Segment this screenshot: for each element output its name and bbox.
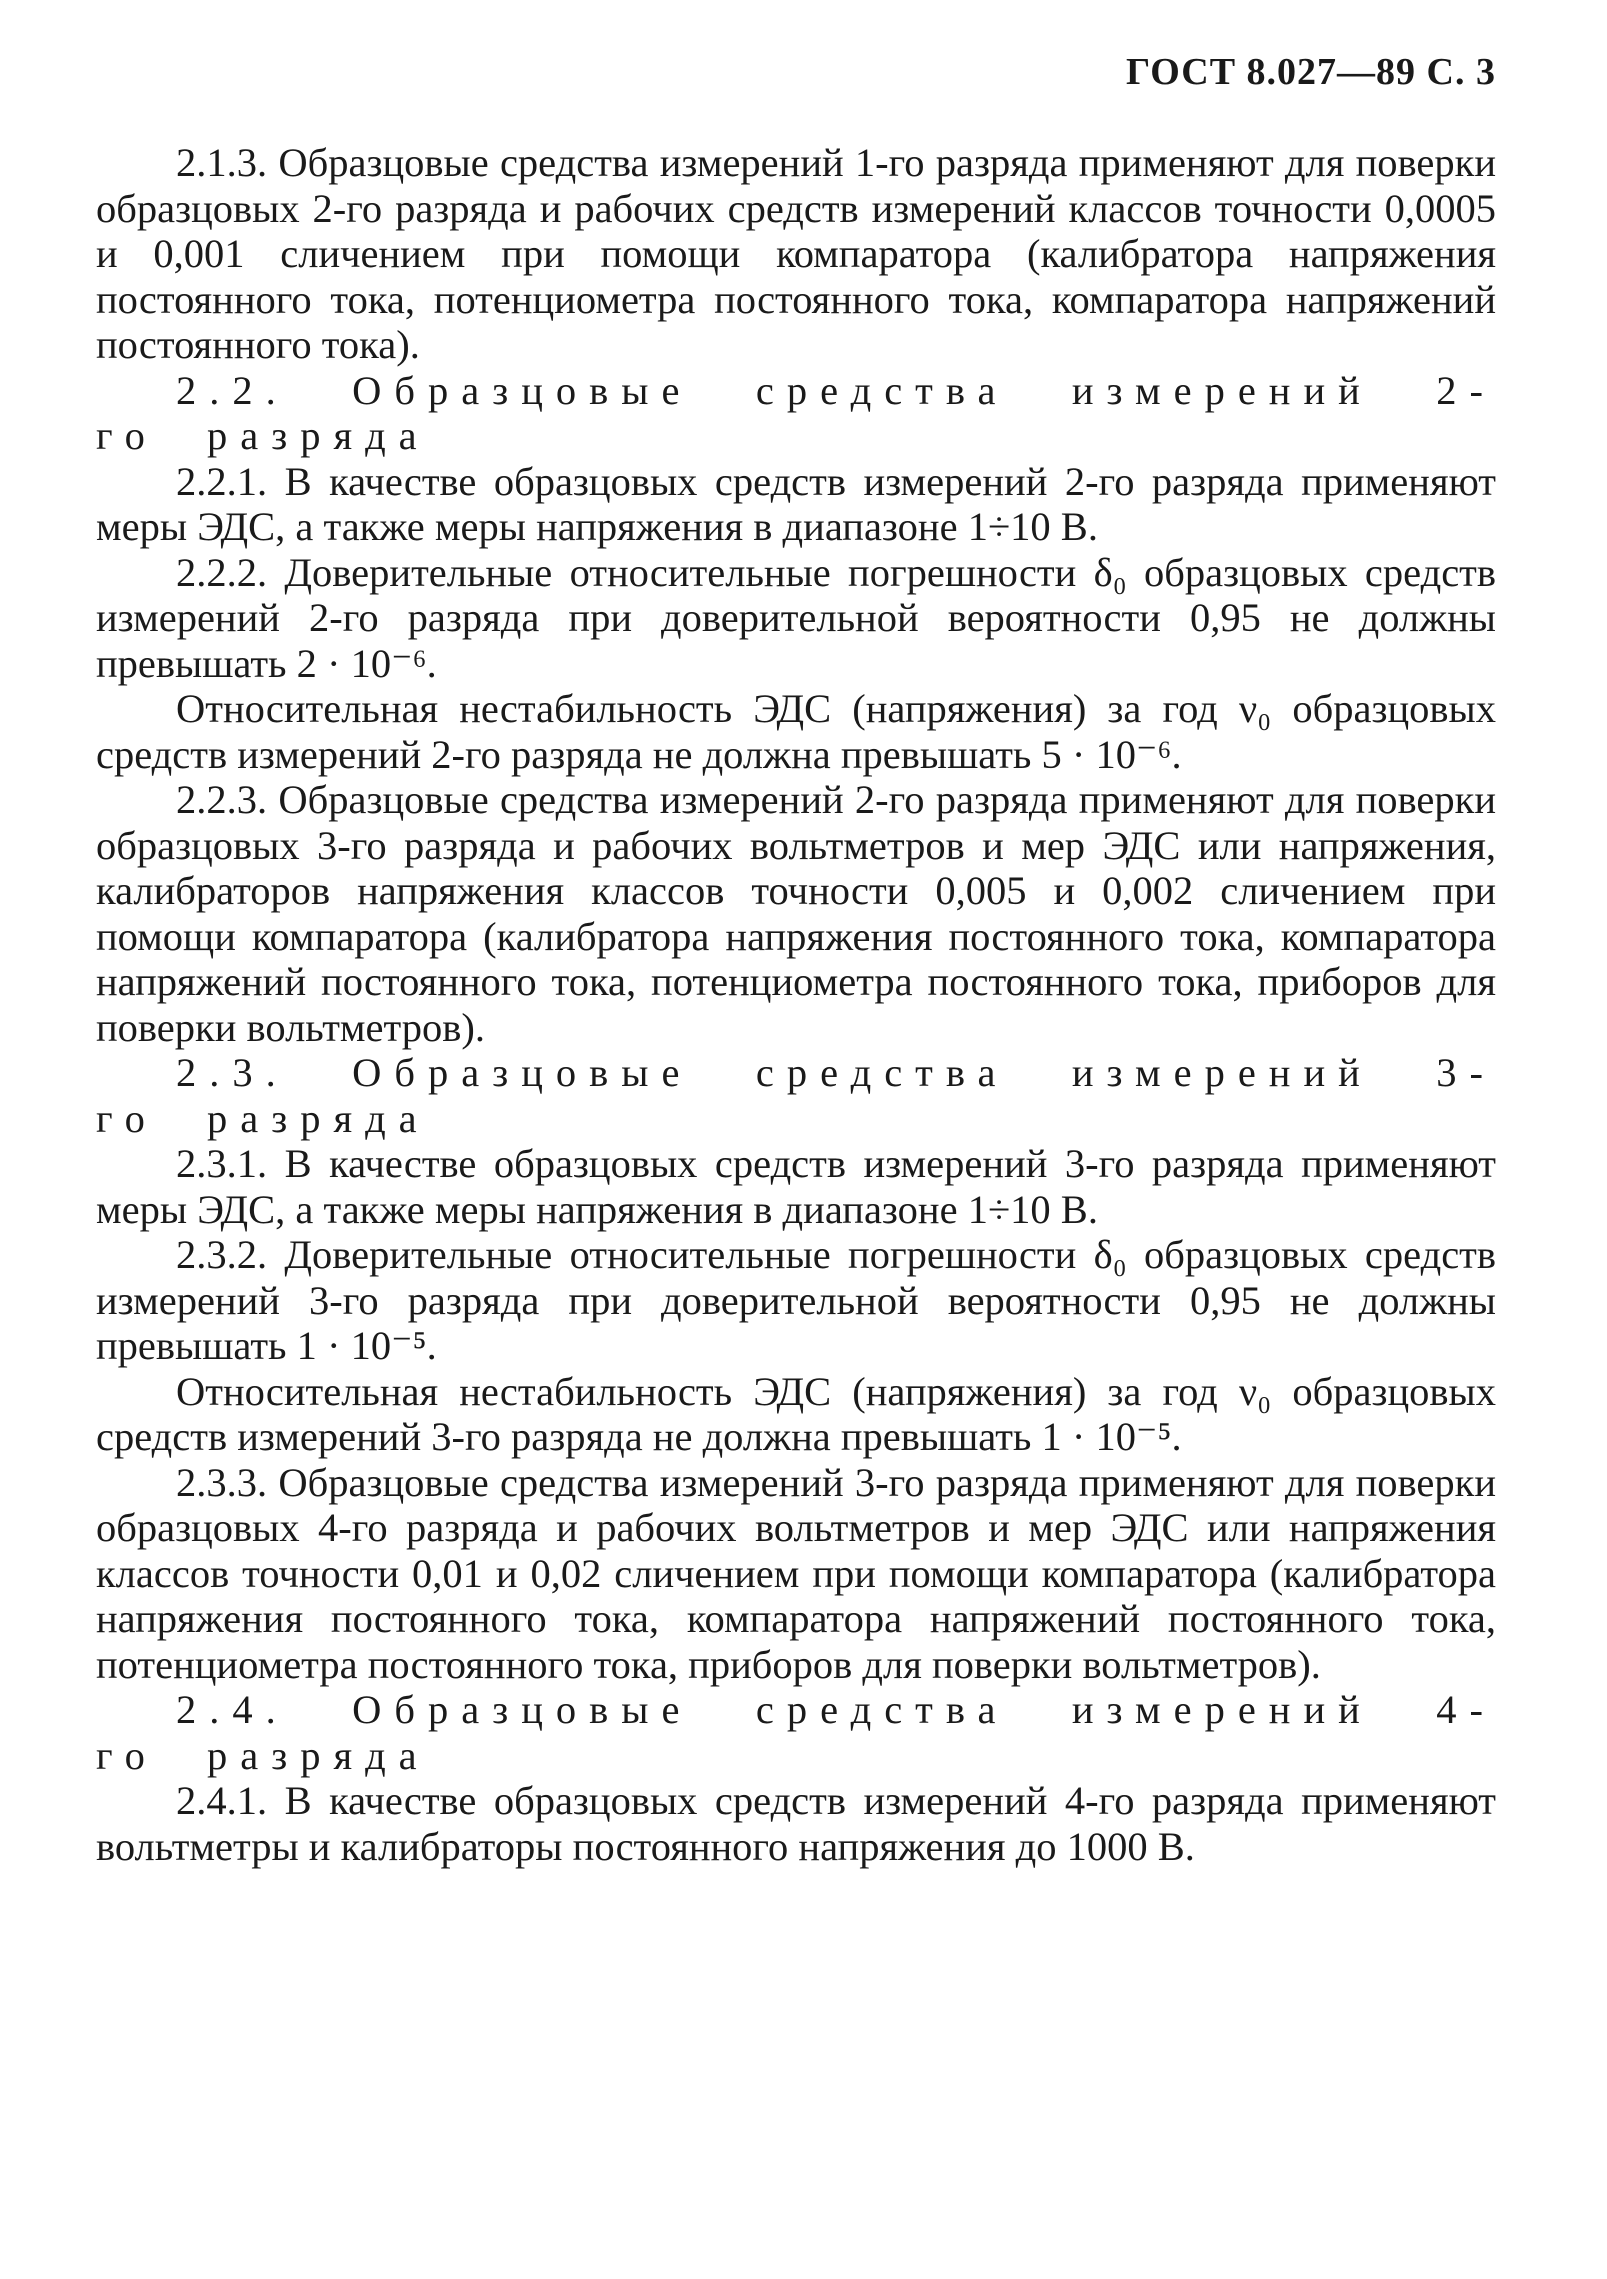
paragraph-2-1-3: 2.1.3. Образцовые средства измерений 1-го разряда применяют для поверки образцовых 2-го разряда и рабочих средств измерений классов точности 0,0005 и 0,001 сличением при помощи компаратора (калибратора напряжения постоянного тока, потенциометра постоянного тока, компаратора напряжений постоянного тока). xyxy=(96,140,1496,367)
page-header: ГОСТ 8.027—89 С. 3 xyxy=(1126,51,1496,93)
paragraph-2-2-1: 2.2.1. В качестве образцовых средств измерений 2-го разряда применяют меры ЭДС, а также меры напряжения в диапазоне 1÷10 В. xyxy=(96,458,1496,549)
paragraph-2-3-3: 2.3.3. Образцовые средства измерений 3-го разряда применяют для поверки образцовых 4-го разряда и рабочих вольтметров и мер ЭДС или напряжения классов точности 0,01 и 0,02 сличением при помощи компаратора (калибратора напряжения постоянного тока, компаратора напряжений постоянного тока, потенциометра постоянного тока, приборов для поверки вольтметров). xyxy=(96,1459,1496,1687)
paragraph-2-3-1: 2.3.1. В качестве образцовых средств измерений 3-го разряда применяют меры ЭДС, а также меры напряжения в диапазоне 1÷10 В. xyxy=(96,1141,1496,1232)
paragraph-2-2-2: 2.2.2. Доверительные относительные погрешности δ₀ образцовых средств измерений 2-го разряда при доверительной вероятности 0,95 не должны превышать 2 · 10⁻⁶. xyxy=(96,549,1496,686)
section-heading-2-2: 2.2. Образцовые средства измерений 2-го разряда xyxy=(96,367,1496,458)
paragraph-2-3-2-instability: Относительная нестабильность ЭДС (напряжения) за год ν₀ образцовых средств измерений 3-го разряда не должна превышать 1 · 10⁻⁵. xyxy=(96,1368,1496,1459)
section-heading-2-4: 2.4. Образцовые средства измерений 4-го разряда xyxy=(96,1687,1496,1778)
paragraph-2-3-2: 2.3.2. Доверительные относительные погрешности δ₀ образцовых средств измерений 3-го разряда при доверительной вероятности 0,95 не должны превышать 1 · 10⁻⁵. xyxy=(96,1232,1496,1368)
paragraph-2-4-1: 2.4.1. В качестве образцовых средств измерений 4-го разряда применяют вольтметры и калибраторы постоянного напряжения до 1000 В. xyxy=(96,1778,1496,1869)
section-heading-2-3: 2.3. Образцовые средства измерений 3-го разряда xyxy=(96,1050,1496,1141)
document-body xyxy=(96,140,1496,1869)
paragraph-2-2-2-instability: Относительная нестабильность ЭДС (напряжения) за год ν₀ образцовых средств измерений 2-го разряда не должна превышать 5 · 10⁻⁶. xyxy=(96,686,1496,777)
paragraph-2-2-3: 2.2.3. Образцовые средства измерений 2-го разряда применяют для поверки образцовых 3-го разряда и рабочих вольтметров и мер ЭДС или напряжения, калибраторов напряжения классов точности 0,005 и 0,002 сличением при помощи компаратора (калибратора напряжения постоянного тока, компаратора напряжений постоянного тока, потенциометра постоянного тока, приборов для поверки вольтметров). xyxy=(96,777,1496,1050)
